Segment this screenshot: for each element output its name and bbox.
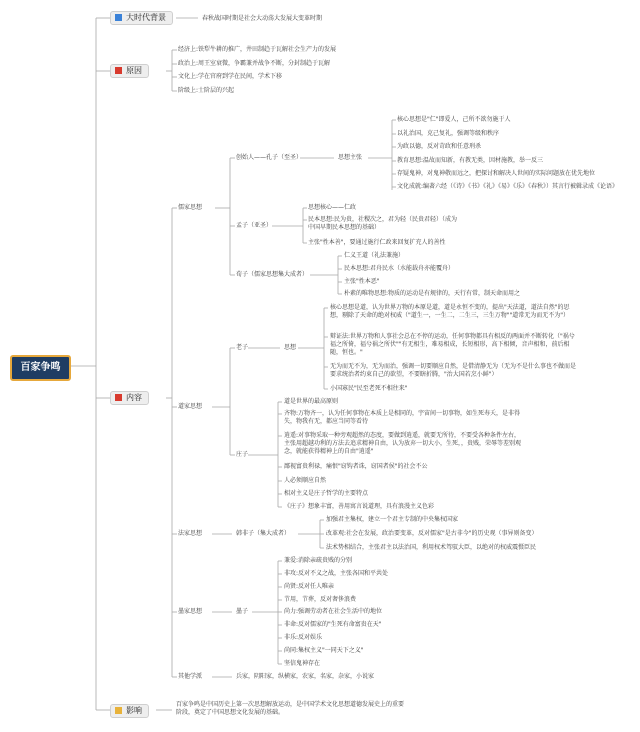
others-text: 兵家，阴阳家，纵横家，农家，名家，杂家，小说家	[236, 673, 375, 680]
mozi-item: 兼爱:消除亲疏贵贱的分别	[284, 557, 353, 564]
confucius-item: 核心思想是"仁"即爱人，己所不欲勿施于人	[397, 116, 511, 123]
mencius-item: 思想核心——仁政	[308, 204, 357, 211]
section-content[interactable]	[110, 391, 149, 405]
laozi-sub: 思想	[284, 344, 297, 351]
confucius-item: 文化成就:编著六经（《诗》《书》《礼》《易》《乐》《春秋》）其言行被辑录成《论语》	[397, 183, 619, 190]
root-topic[interactable]: 百家争鸣	[10, 355, 71, 381]
mozi-item: 尚贤:反对任人唯亲	[284, 583, 335, 590]
mozi-item: 非乐:反对娱乐	[284, 634, 323, 641]
section-influence[interactable]	[110, 704, 149, 718]
xunzi-item: 仁义王道（礼法兼施）	[344, 252, 405, 259]
zhuangzi-item: 道是世界的最高原则	[284, 398, 339, 405]
flag-icon	[115, 707, 122, 714]
zhuangzi-item: 人必须顺应自然	[284, 477, 327, 484]
section-era[interactable]	[110, 11, 173, 25]
mencius-node[interactable]: 孟子（亚圣）	[236, 222, 273, 229]
school-confucian[interactable]: 儒家思想	[178, 204, 203, 211]
xunzi-node[interactable]: 荀子（儒家思想集大成者）	[236, 271, 309, 278]
mozi-item: 非攻:反对不义之战，主张各国和平共处	[284, 570, 389, 577]
laozi-node[interactable]: 老子	[236, 344, 249, 351]
laozi-item: 辩证法:世界万物和人事社会总在不停的运动，任何事物都具有相反的两面并不断转化（"祸兮福之所倚，福兮祸之所伏""有无相生，难易相成，长短相形，高下相倾，音声相和，前后相随，恒也。"	[330, 333, 575, 356]
hanfei-item: 改革观:社会在发展，政治要变革，反对儒家"是古非今"的历史观（事异则备变）	[326, 530, 538, 537]
xunzi-item: 主张"性本恶"	[344, 278, 380, 285]
zhuangzi-item: 《庄子》想象丰富，善用寓言说道理，具有浪漫主义色彩	[284, 503, 435, 510]
school-daoist[interactable]: 道家思想	[178, 403, 203, 410]
mozi-item: 坚信鬼神存在	[284, 660, 321, 667]
hanfei-item: 法术势相结合，主张君主以法治国，利用权术驾驭大臣，以绝对的权威震慑臣民	[326, 544, 537, 551]
mozi-item: 尚同:集权主义"一同天下之义"	[284, 647, 364, 654]
zhuangzi-item: 相对主义是庄子哲学的主要特点	[284, 490, 369, 497]
flag-icon	[115, 14, 122, 21]
hanfei-node[interactable]: 韩非子（集大成者）	[236, 530, 291, 537]
confucius-item: 为政以德，反对苛政和任意刑杀	[397, 143, 482, 150]
xunzi-item: 民本思想:君舟民水（水能载舟亦能覆舟）	[344, 265, 455, 272]
zhuangzi-item: 齐物:万物齐一，认为任何事物在本质上是相同的，宇宙间一切事物，如生死寿夭，是非得失，物我有无，都应当同等看待	[284, 410, 521, 425]
zhuangzi-item: 鄙视富贵利禄，痛恨"窃钩者诛，窃国者侯"的社会不公	[284, 463, 428, 470]
laozi-item: 核心思想是道，认为世界万物的本原是道，道是永恒不变的，提出"天法道，道法自然"的思想，剔除了天命的绝对权威（"道生一，一生二，二生三，三生万物""道常无为而无不为"）	[330, 304, 570, 319]
influence-text: 百家争鸣是中国历史上第一次思想解放运动，是中国学术文化思想道德发展史上的重要阶段，奠定了中国思想文化发展的基础。	[176, 701, 405, 716]
school-mohist[interactable]: 墨家思想	[178, 608, 203, 615]
cause-item: 文化上:学在官府到学在民间，学术下移	[178, 73, 283, 80]
laozi-item: 无为而无不为，无为而治，强调一切要顺应自然，是借清静无为（无为不是什么事也不做而是要求统治者约束自己的欲望，不要瞎折腾，"治大国若烹小鲜"）	[330, 363, 577, 378]
mozi-item: 尚力:强调劳动者在社会生活中的地位	[284, 608, 383, 615]
flag-icon	[115, 67, 122, 74]
flag-icon	[115, 394, 122, 401]
hanfei-item: 加强君主集权，建立一个君主专制的中央集权国家	[326, 516, 459, 523]
confucius-sub: 思想主张	[338, 154, 363, 161]
xunzi-item: 朴素的唯物思想:物质的运动是有规律的，天行有常，制天命而用之	[344, 290, 521, 297]
mencius-item: 民本思想:民为贵，社稷次之，君为轻（民贵君轻）（成为中国早期民本思想的基础）	[308, 216, 458, 231]
section-era-label: 大时代背景	[126, 13, 166, 22]
mozi-item: 节用，节葬，反对奢侈浪费	[284, 596, 357, 603]
section-cause[interactable]	[110, 64, 149, 78]
confucius-item: 以礼治国，克己复礼，强调等级和秩序	[397, 130, 500, 137]
confucius-item: 存疑鬼神，对鬼神敬而远之，把探讨和解决人世间的实际问题放在优先地位	[397, 170, 596, 177]
mozi-item: 非命:反对儒家的"生死有命富贵在天"	[284, 621, 382, 628]
zhuangzi-item: 逍遥:对事物采取一种旁观超然的态度，要做到逍遥，就要无所待，不要受各种条件左右，主张用超越功利的方法去追求精神自由，认为放弃一切大小，生死，，贵贱，荣辱等差别观念，就能获得精神上的自由"逍遥"	[284, 432, 522, 455]
section-content-label: 内容	[126, 393, 142, 402]
confucius-node[interactable]: 创始人——孔子（至圣）	[236, 154, 303, 161]
zhuangzi-node[interactable]: 庄子	[236, 451, 249, 458]
school-others[interactable]: 其他学派	[178, 673, 203, 680]
section-cause-label: 原因	[126, 66, 142, 75]
mozi-node[interactable]: 墨子	[236, 608, 249, 615]
cause-item: 阶级上:士阶层的兴起	[178, 87, 235, 94]
cause-item: 政治上:周王室衰微，争霸兼并战争不断，分封制趋于瓦解	[178, 60, 331, 67]
era-text: 春秋战国时期是社会大动荡大发展大变革时期	[202, 15, 323, 22]
confucius-item: 教育思想:温故而知新，有教无类，因材施教，举一反三	[397, 157, 544, 164]
cause-item: 经济上:铁犁牛耕的推广，井田制趋于瓦解社会生产力的发展	[178, 46, 337, 53]
section-influence-label: 影响	[126, 706, 142, 715]
school-legalist[interactable]: 法家思想	[178, 530, 203, 537]
mencius-item: 主张"性本善"，要通过施行仁政来回复扩充人的善性	[308, 239, 446, 246]
laozi-item: 小国寡民"民至老死不相往来"	[330, 385, 408, 392]
